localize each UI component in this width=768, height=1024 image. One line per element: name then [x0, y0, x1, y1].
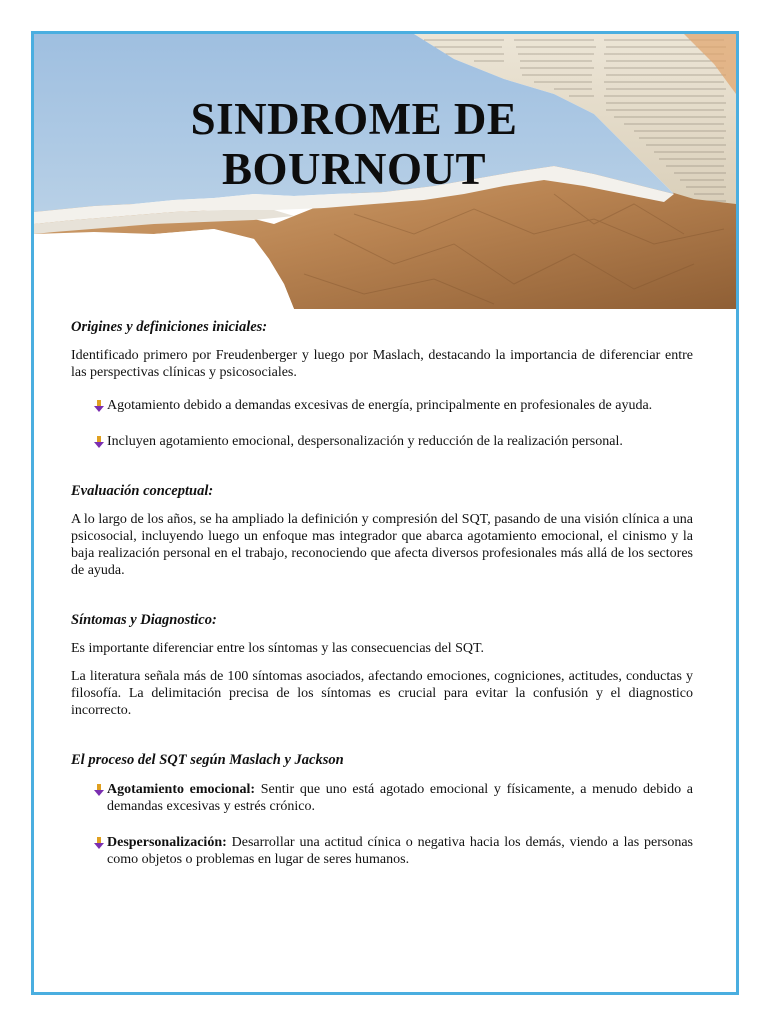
- process-bullet-1-text: Sentir que uno está agotado emocional y físicamente, a menudo debido a demandas excesivas y estrés crónico.: [107, 782, 693, 814]
- process-bullet-2: [71, 834, 693, 868]
- arrow-down-bullet-icon: [93, 400, 105, 412]
- page-frame: [31, 31, 739, 995]
- origins-bullet-2: [71, 433, 693, 450]
- page-title-line2: BOURNOUT: [221, 144, 487, 192]
- evaluation-paragraph: A lo largo de los años, se ha ampliado la definición y compresión del SQT, pasando de una visión clínica a una psicosocial, incluyendo luego un enfoque mas integrador que abarca agotamiento emocional, el cinismo y la baja realización personal en el trabajo, reconociendo que afecta diversos profesionales más allá de los sectores de ayuda.: [71, 512, 693, 578]
- section-heading-origins: Origines y definiciones iniciales:: [71, 319, 268, 335]
- symptoms-paragraph-2: La literatura señala más de 100 síntomas asociados, afectando emociones, cogniciones, actitudes, conductas y filosofía. La delimitación precisa de los síntomas es crucial para evitar la confusión y el diagnostico incorrecto.: [71, 669, 693, 718]
- arrow-down-bullet-icon: [93, 436, 105, 448]
- process-bullet-2-text: Desarrollar una actitud cínica o negativa hacia los demás, viendo a las personas como objetos o problemas en lugar de seres humanos.: [107, 835, 693, 867]
- origins-bullet-2-text: Incluyen agotamiento emocional, despersonalización y reducción de la realización personal.: [107, 434, 623, 449]
- section-heading-symptoms: Síntomas y Diagnostico:: [71, 612, 217, 628]
- origins-bullet-1: [71, 397, 693, 414]
- process-bullet-1-lead: Agotamiento emocional:: [107, 782, 255, 797]
- page-title: [34, 94, 674, 192]
- origins-paragraph: Identificado primero por Freudenberger y luego por Maslach, destacando la importancia de diferenciar entre las perspectivas clínicas y psicosociales.: [71, 348, 693, 380]
- process-bullet-2-lead: Despersonalización:: [107, 835, 227, 850]
- origins-bullet-1-text: Agotamiento debido a demandas excesivas de energía, principalmente en profesionales de ayuda.: [107, 398, 653, 413]
- arrow-down-bullet-icon: [93, 784, 105, 796]
- page-title-line1: SINDROME DE: [190, 94, 518, 144]
- arrow-down-bullet-icon: [93, 837, 105, 849]
- section-heading-evaluation: Evaluación conceptual:: [71, 483, 214, 499]
- title-clip: [34, 34, 736, 192]
- section-heading-process: El proceso del SQT según Maslach y Jackson: [71, 752, 344, 768]
- document-body: [71, 319, 693, 868]
- symptoms-paragraph-1: Es importante diferenciar entre los síntomas y las consecuencias del SQT.: [71, 641, 484, 656]
- process-bullet-1: [71, 781, 693, 815]
